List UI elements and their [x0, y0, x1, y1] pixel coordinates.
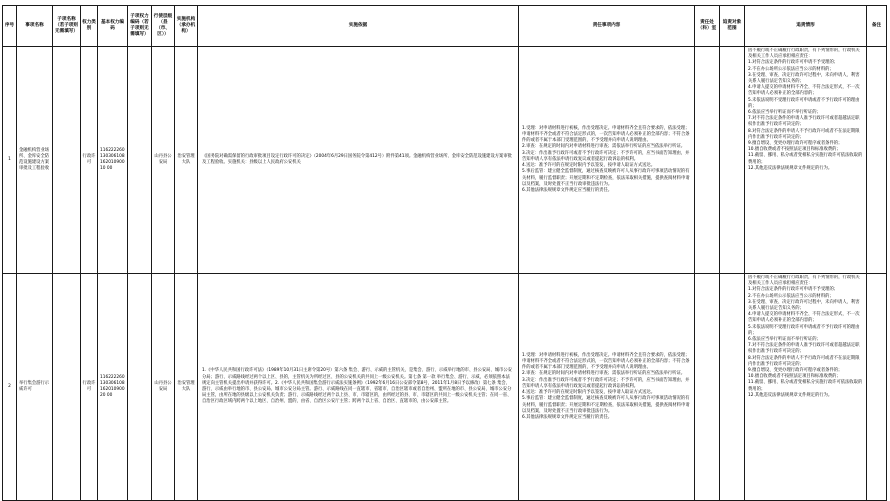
- chase-item: 6.依法应当举行听证而不举行听证的；: [748, 110, 821, 116]
- cell-child-code: [128, 274, 152, 501]
- header-type: 权力类别: [81, 6, 98, 47]
- chase-item: 9.擅自增设、变更办理行政许可程序或者条件的；: [748, 368, 843, 374]
- chase-item: 4.申请人提交的申请材料不齐全、不符合法定形式，不一次告知申请人必须补正的全部内容的；: [748, 85, 860, 97]
- chase-item: 因不履行或不正确履行行政职责，有下列情形的，行政机关及相关工作人员应承担相应责任：: [748, 48, 860, 60]
- cell-type: 行政许可: [81, 274, 98, 501]
- resp-item: 4.送达：准予许可的在规定时限内予以签发，按申请人取证方式送达。: [522, 163, 656, 169]
- chase-item: 4.申请人提交的申请材料不齐全、不符合法定形式，不一次告知申请人必须补正的全部内容的；: [748, 312, 860, 324]
- cell-basis: 1.《中华人民共和国行政许可法》（1989年10月31日主席令第20号）第六条 集会、游行、示威的主管机关，是集会、游行、示威举行地的市、县公安局、城市公安分局；游行、示威路线经过两个以上区、县的，主管机关为所经过区、县的公安机关的共同上一级公安机关。第七条 第一款 举行集会、游行、示威，必须依照本法规定向主管机关提出申请并获得许可。2.《中华人民共和国集会游行示威法实施条例》（1992年6月16日公安部令第8号，2011年1月8日予以修改）第七条 集会、游行、示威由举行地的市、县公安局、城市公安分局主管。游行、示威路线在同一直辖市、省辖市、自治区辖市或者自治州、盟所在地的市、县公安局、城市公安分局主管，由所在地的县级以上公安机关负责；游行、示威路线经过两个以上县、市、市辖区的，由所经过的县、市、市辖区的共同上一级公安机关主管；在同一省、自治区行政区域内跨两个以上地区、自治州、盟的，由省、自治区公安厅主管；跨两个以上省、自治区、直辖市的，由公安部主管。: [198, 274, 519, 501]
- header-code: 基本权力编码: [98, 6, 128, 47]
- chase-item: 3.在受理、审查、决定行政许可过程中，未向申请人、利害关系人履行法定告知义务的；: [748, 299, 860, 312]
- header-resp: 责任事项内容: [519, 6, 695, 47]
- resp-item: 3.决定：作出准予行政许可或者不予行政许可决定；不予许可的，应当书面告知理由，并告知申请人享有依法申请行政复议或者提起行政诉讼的权利。: [522, 377, 690, 389]
- chase-item: 1.对符合法定条件的行政许可申请不予受理的；: [748, 287, 839, 293]
- cell-child-code: [128, 47, 152, 274]
- chase-item: 11.截留、挪用、私分或者变相私分实施行政许可依法收取的费用的；: [748, 380, 863, 392]
- resp-item: 1.受理：对申请材料进行初核，作出受理决定。申请材料齐全且符合要求的，依法受理；申请材料不齐全或者不符合法定形式的，一次告知申请人必须补正的全部内容；不符合条件的或者不属于本部门受理范围的，不予受理并向申请人说明理由。: [522, 352, 690, 371]
- resp-item: 2.审查：在规定的时间内对申请材料进行审查；需依法举行听证的应当依法举行听证。: [522, 371, 686, 377]
- header-chase: 追责情形: [745, 6, 867, 47]
- header-child-code: 子项权力编码（若子项则无需填写）: [128, 6, 152, 47]
- chase-item: 7.对不符合法定条件的申请人准予行政许可或者超越法定职权作出准予行政许可决定的；: [748, 116, 860, 128]
- cell-resp-dept: [695, 274, 720, 501]
- cell-resp: [519, 274, 695, 501]
- header-supervise: 追责对象范围: [720, 6, 745, 47]
- chase-item: 12.其他违反法律法规规章文件规定的行为。: [748, 165, 833, 171]
- chase-item: 3.在受理、审查、决定行政许可过程中，未向申请人、利害关系人履行法定告知义务的；: [748, 72, 860, 85]
- chase-item: 10.擅自收费或者不按照法定项目和标准收费的；: [748, 147, 841, 153]
- cell-seq: 1: [3, 47, 17, 274]
- cell-child: [53, 274, 81, 501]
- resp-item: 6.其他法律法规规章文件规定应当履行的责任。: [522, 187, 613, 193]
- cell-dept: 治安管理大队: [175, 274, 198, 501]
- cell-note: [867, 47, 887, 274]
- chase-item: 2.不在办公场所公示依法应当公示的材料的；: [748, 66, 834, 72]
- header-dept: 实施机构（承办机构）: [175, 6, 198, 47]
- cell-type: 行政许可: [81, 47, 98, 274]
- header-note: 备注: [867, 6, 887, 47]
- cell-supervise: [720, 47, 745, 274]
- cell-seq: 2: [3, 274, 17, 501]
- chase-item: 8.对符合法定条件的申请人不予行政许可或者不在法定期限内作出准予行政许可决定的；: [748, 128, 860, 140]
- chase-item: 12.其他违反法律法规规章文件规定的行为。: [748, 392, 833, 398]
- header-child: 子项名称（若子项则无需填写）: [53, 6, 81, 47]
- resp-item: 1.受理：对申请材料进行初核，作出受理决定。申请材料齐全且符合要求的，依法受理；申请材料不齐全或者不符合法定形式的，一次告知申请人必须补正的全部内容；不符合条件的或者不属于本部门受理范围的，不予受理并向申请人说明理由。: [522, 125, 690, 144]
- header-seq: 序号: [3, 6, 17, 47]
- cell-resp: [519, 47, 695, 274]
- table-row: [3, 274, 887, 501]
- header-level: 行使层级（县（市、区））: [152, 6, 175, 47]
- chase-item: 7.对不符合法定条件的申请人准予行政许可或者超越法定职权作出准予行政许可决定的；: [748, 343, 860, 355]
- chase-item: 1.对符合法定条件的行政许可申请不予受理的；: [748, 60, 839, 66]
- chase-item: 9.擅自增设、变更办理行政许可程序或者条件的；: [748, 141, 843, 147]
- resp-item: 5.事后监管：建立健全监督制度，通过核查反映被许可人从事行政许可事项活动情况的有关材料，履行监督职责；开展定期和不定期检查，依法采取相关措施，提供查阅材料申请以及档案，及时处置不正当行政审批违法行为。: [522, 396, 690, 414]
- header-name: 事项名称: [17, 6, 53, 47]
- resp-item: 3.决定：作出准予行政许可或者不予行政许可决定；不予许可的，应当书面告知理由，并告知申请人享有依法申请行政复议或者提起行政诉讼的权利。: [522, 150, 690, 162]
- chase-item: 5.未依法说明不受理行政许可申请或者不予行政许可的理由的；: [748, 97, 860, 109]
- chase-item: 8.对符合法定条件的申请人不予行政许可或者不在法定期限内作出准予行政许可决定的；: [748, 355, 860, 367]
- chase-item: 11.截留、挪用、私分或者变相私分实施行政许可依法收取的费用的；: [748, 153, 863, 165]
- header-row: [3, 6, 887, 47]
- header-basis: 实施依据: [198, 6, 519, 47]
- chase-item: 5.未依法说明不受理行政许可申请或者不予行政许可的理由的；: [748, 324, 860, 336]
- power-list-table: [2, 5, 887, 501]
- chase-item: 6.依法应当举行听证而不举行听证的；: [748, 337, 821, 343]
- cell-chase: [745, 274, 867, 501]
- cell-resp-dept: [695, 47, 720, 274]
- cell-level: 山丹县公安局: [152, 47, 175, 274]
- header-resp-dept: 责任处（科）室: [695, 6, 720, 47]
- cell-name: 金融机构营业场所、金库安全防范设施建设方案审批及工程验收: [17, 47, 53, 274]
- resp-item: 6.其他法律法规规章文件规定应当履行的责任。: [522, 414, 613, 420]
- resp-item: 5.事后监管：建立健全监督制度，通过核查反映被许可人从事行政许可事项活动情况的有关材料，履行监督职责；开展定期和不定期检查，依法采取相关措施，提供查阅材料申请以及档案，及时处置不正当行政审批违法行为。: [522, 169, 690, 187]
- cell-basis: 《国务院对确需保留的行政审批项目设定行政许可的决定》（2004年6月29日国务院令第412号）附件第41项。金融机构营业场所、金库安全防范设施建设方案审批及工程验收。实施机关：县级以上人民政府公安机关: [198, 47, 519, 274]
- cell-supervise: [720, 274, 745, 501]
- chase-item: 10.擅自收费或者不按照法定项目和标准收费的；: [748, 374, 841, 380]
- cell-code: 11622226013030610816201090020 00: [98, 274, 128, 501]
- cell-level: 山丹县公安局: [152, 274, 175, 501]
- cell-name: 举行集会游行示威许可: [17, 274, 53, 501]
- cell-note: [867, 274, 887, 501]
- cell-code: 11622226013030610816201090010 00: [98, 47, 128, 274]
- cell-dept: 治安管理大队: [175, 47, 198, 274]
- cell-child: [53, 47, 81, 274]
- resp-item: 4.送达：准予许可的在规定时限内予以签发，按申请人取证方式送达。: [522, 390, 656, 396]
- chase-item: 因不履行或不正确履行行政职责，有下列情形的，行政机关及相关工作人员应承担相应责任：: [748, 275, 860, 287]
- chase-item: 2.不在办公场所公示依法应当公示的材料的；: [748, 293, 834, 299]
- cell-chase: [745, 47, 867, 274]
- resp-item: 2.审查：在规定的时间内对申请材料进行审查；需依法举行听证的应当依法举行听证。: [522, 144, 686, 150]
- table-row: [3, 47, 887, 274]
